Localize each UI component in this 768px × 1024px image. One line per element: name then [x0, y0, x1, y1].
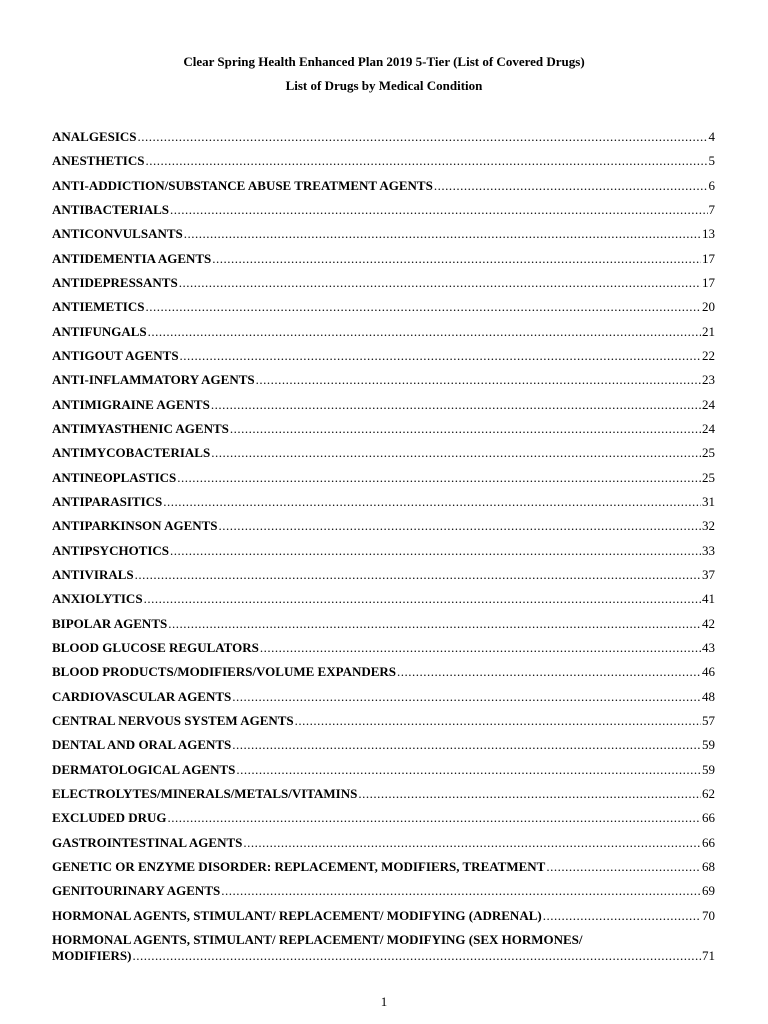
toc-entry[interactable]: [52, 638, 715, 662]
toc-leader-dots: [168, 616, 701, 632]
toc-entry[interactable]: [52, 322, 715, 346]
toc-entry[interactable]: [52, 662, 715, 686]
toc-leader-dots: [397, 664, 701, 680]
toc-entry-page: 24: [702, 396, 715, 412]
toc-leader-dots: [132, 948, 701, 964]
toc-entry-label-line1: HORMONAL AGENTS, STIMULANT/ REPLACEMENT/ MODIFYING (SEX HORMONES/: [52, 931, 583, 947]
toc-entry-page: 25: [702, 445, 715, 461]
toc-leader-dots: [236, 762, 701, 778]
toc-entry-page: 17: [702, 250, 715, 266]
toc-entry[interactable]: [52, 297, 715, 321]
toc-leader-dots: [256, 372, 701, 388]
toc-entry-page: 41: [702, 591, 715, 607]
toc-entry[interactable]: [52, 224, 715, 248]
toc-leader-dots: [358, 786, 701, 802]
toc-leader-dots: [232, 689, 701, 705]
toc-entry-line: [52, 589, 715, 607]
toc-entry-label: ANTINEOPLASTICS: [52, 469, 177, 485]
toc-entry-page: 46: [702, 664, 715, 680]
toc-entry-page: 21: [702, 323, 715, 339]
toc-entry-page: 71: [702, 947, 715, 963]
toc-entry-label: GENETIC OR ENZYME DISORDER: REPLACEMENT, MODIFIERS, TREATMENT: [52, 858, 546, 874]
toc-entry-page: 20: [702, 299, 715, 315]
toc-leader-dots: [138, 129, 708, 145]
toc-entry[interactable]: [52, 249, 715, 273]
toc-entry-page: 24: [702, 420, 715, 436]
toc-entry-label: ELECTROLYTES/MINERALS/METALS/VITAMINS: [52, 785, 358, 801]
toc-entry[interactable]: [52, 906, 715, 930]
toc-entry-page: 43: [702, 639, 715, 655]
toc-entry-label: GENITOURINARY AGENTS: [52, 883, 221, 899]
toc-entry-line: [52, 249, 715, 267]
toc-entry-page: 69: [702, 883, 715, 899]
toc-entry-page: 37: [702, 566, 715, 582]
page-number: 1: [380, 994, 388, 1009]
table-of-contents: [52, 127, 715, 964]
toc-entry[interactable]: [52, 200, 715, 224]
toc-leader-dots: [167, 810, 701, 826]
toc-entry-line: [52, 760, 715, 778]
toc-entry-line: [52, 662, 715, 680]
toc-entry-page: 33: [702, 542, 715, 558]
toc-entry[interactable]: [52, 492, 715, 516]
toc-entry-line: [52, 833, 715, 851]
toc-entry-line: [52, 808, 715, 826]
toc-entry-label: ANALGESICS: [52, 129, 137, 144]
toc-entry-label: ANTI-INFLAMMATORY AGENTS: [52, 372, 255, 388]
toc-leader-dots: [144, 591, 701, 607]
toc-leader-dots: [212, 251, 701, 267]
toc-leader-dots: [546, 859, 701, 875]
toc-entry[interactable]: [52, 468, 715, 492]
toc-entry-label: ANTIDEPRESSANTS: [52, 274, 178, 290]
toc-entry[interactable]: [52, 735, 715, 759]
toc-entry-page: 32: [702, 518, 715, 534]
toc-entry-page: 59: [702, 737, 715, 753]
toc-leader-dots: [211, 445, 701, 461]
toc-entry-label: DERMATOLOGICAL AGENTS: [52, 761, 236, 777]
toc-entry-line: [52, 322, 715, 340]
toc-leader-dots: [543, 908, 701, 924]
toc-entry[interactable]: [52, 443, 715, 467]
toc-entry[interactable]: [52, 176, 715, 200]
toc-entry-label: ANTIVIRALS: [52, 566, 134, 582]
toc-entry-label: ANXIOLYTICS: [52, 591, 143, 607]
toc-entry-label: ANTIFUNGALS: [52, 323, 147, 339]
toc-entry-line: [52, 151, 715, 169]
toc-entry-line: [52, 443, 715, 461]
toc-entry-line: [52, 687, 715, 705]
toc-entry[interactable]: [52, 395, 715, 419]
toc-entry-page: 57: [702, 712, 715, 728]
toc-leader-dots: [434, 178, 708, 194]
toc-leader-dots: [211, 397, 701, 413]
toc-leader-dots: [260, 640, 701, 656]
toc-entry-page: 22: [702, 347, 715, 363]
toc-leader-dots: [145, 299, 701, 315]
toc-entry-page: 66: [702, 810, 715, 826]
toc-entry-label: ANESTHETICS: [52, 153, 145, 169]
toc-entry-label: ANTIMIGRAINE AGENTS: [52, 396, 210, 412]
toc-entry[interactable]: [52, 370, 715, 394]
toc-entry-page: 13: [702, 226, 715, 242]
toc-leader-dots: [177, 470, 701, 486]
toc-entry-label: BLOOD GLUCOSE REGULATORS: [52, 639, 259, 655]
toc-leader-dots: [243, 835, 701, 851]
toc-leader-dots: [170, 202, 707, 218]
toc-entry-line: [52, 638, 715, 656]
toc-entry-page: 6: [708, 177, 715, 193]
toc-entry-label: BLOOD PRODUCTS/MODIFIERS/VOLUME EXPANDERS: [52, 664, 397, 680]
toc-entry-label: ANTIGOUT AGENTS: [52, 347, 179, 363]
toc-entry-line: [52, 857, 715, 875]
toc-entry-line: [52, 881, 715, 899]
toc-entry-line: [52, 784, 715, 802]
toc-entry-label: BIPOLAR AGENTS: [52, 615, 168, 631]
toc-entry-line: [52, 419, 715, 437]
toc-entry[interactable]: [52, 857, 715, 881]
toc-entry-line: [52, 297, 715, 315]
toc-entry-label: HORMONAL AGENTS, STIMULANT/ REPLACEMENT/ MODIFYING (ADRENAL): [52, 907, 542, 923]
toc-entry-page: 68: [702, 858, 715, 874]
toc-entry-page: 4: [708, 129, 715, 144]
toc-entry-line: [52, 735, 715, 753]
toc-entry-label: EXCLUDED DRUG: [52, 810, 167, 826]
toc-entry[interactable]: [52, 127, 715, 151]
toc-entry[interactable]: [52, 541, 715, 565]
toc-entry-label: DENTAL AND ORAL AGENTS: [52, 737, 232, 753]
toc-entry[interactable]: [52, 151, 715, 175]
toc-entry-line: [52, 468, 715, 486]
toc-entry-hormonal-agents-sex-hormones[interactable]: [52, 930, 715, 964]
toc-leader-dots: [184, 226, 701, 242]
toc-entry-line: [52, 948, 715, 964]
toc-entry-label: CENTRAL NERVOUS SYSTEM AGENTS: [52, 712, 294, 728]
toc-entry-line: [52, 614, 715, 632]
toc-entry-line: [52, 346, 715, 364]
toc-entry-page: 23: [702, 372, 715, 388]
toc-entry-page: 42: [702, 615, 715, 631]
toc-entry[interactable]: [52, 808, 715, 832]
toc-entry-line: [52, 565, 715, 583]
toc-entry[interactable]: [52, 833, 715, 857]
toc-leader-dots: [219, 518, 701, 534]
document-title: Clear Spring Health Enhanced Plan 2019 5-Tier (List of Covered Drugs): [183, 54, 585, 69]
toc-entry-label-line2: MODIFIERS): [52, 947, 132, 963]
toc-entry[interactable]: [52, 589, 715, 613]
toc-entry-line: [52, 127, 715, 145]
toc-entry-page: 7: [708, 201, 715, 217]
toc-entry-label: ANTIPARASITICS: [52, 493, 163, 509]
toc-entry-label: GASTROINTESTINAL AGENTS: [52, 834, 243, 850]
toc-leader-dots: [232, 737, 701, 753]
toc-entry[interactable]: [52, 419, 715, 443]
toc-entry-line: [52, 516, 715, 534]
toc-entry[interactable]: [52, 881, 715, 905]
toc-entry[interactable]: [52, 687, 715, 711]
toc-entry-page: 62: [702, 785, 715, 801]
toc-entry-line: [52, 492, 715, 510]
toc-leader-dots: [145, 153, 707, 169]
toc-entry-page: 25: [702, 469, 715, 485]
toc-entry-page: 48: [702, 688, 715, 704]
toc-entry-line: [52, 711, 715, 729]
toc-entry-line: [52, 273, 715, 291]
toc-entry-page: 59: [702, 761, 715, 777]
toc-leader-dots: [148, 324, 701, 340]
toc-leader-dots: [295, 713, 701, 729]
toc-entry[interactable]: [52, 516, 715, 540]
toc-entry-line: [52, 176, 715, 194]
toc-entry-line: [52, 224, 715, 242]
document-subtitle: List of Drugs by Medical Condition: [285, 78, 483, 93]
toc-entry[interactable]: [52, 346, 715, 370]
toc-entry-page: 66: [702, 834, 715, 850]
toc-leader-dots: [163, 494, 701, 510]
toc-entry-label: ANTIEMETICS: [52, 299, 145, 315]
toc-leader-dots: [170, 543, 701, 559]
toc-entry[interactable]: [52, 784, 715, 808]
toc-entry-label: ANTI-ADDICTION/SUBSTANCE ABUSE TREATMENT AGENTS: [52, 177, 433, 193]
toc-leader-dots: [135, 567, 701, 583]
toc-entry-label: CARDIOVASCULAR AGENTS: [52, 688, 232, 704]
toc-entry-line: [52, 370, 715, 388]
toc-entry-label: ANTICONVULSANTS: [52, 226, 183, 242]
toc-entry-page: 70: [702, 907, 715, 923]
toc-leader-dots: [221, 883, 701, 899]
toc-entry-line: [52, 906, 715, 924]
toc-entry-line: [52, 541, 715, 559]
toc-leader-dots: [179, 275, 701, 291]
toc-leader-dots: [180, 348, 701, 364]
toc-entry-line: [52, 395, 715, 413]
toc-entry-label: ANTIMYASTHENIC AGENTS: [52, 420, 229, 436]
toc-entry[interactable]: [52, 614, 715, 638]
toc-entry[interactable]: [52, 273, 715, 297]
toc-entry-label: ANTIPSYCHOTICS: [52, 542, 170, 558]
toc-entry-label: ANTIPARKINSON AGENTS: [52, 518, 218, 534]
toc-entry[interactable]: [52, 711, 715, 735]
toc-entry-page: 17: [702, 274, 715, 290]
toc-entry-label: ANTIMYCOBACTERIALS: [52, 445, 211, 461]
toc-entry-page: 31: [702, 493, 715, 509]
toc-leader-dots: [230, 421, 701, 437]
toc-entry-page: 5: [708, 153, 715, 169]
toc-entry[interactable]: [52, 760, 715, 784]
toc-entry-label: ANTIDEMENTIA AGENTS: [52, 250, 212, 266]
toc-entry[interactable]: [52, 565, 715, 589]
toc-entry-line: [52, 200, 715, 218]
toc-entry-label: ANTIBACTERIALS: [52, 201, 170, 217]
